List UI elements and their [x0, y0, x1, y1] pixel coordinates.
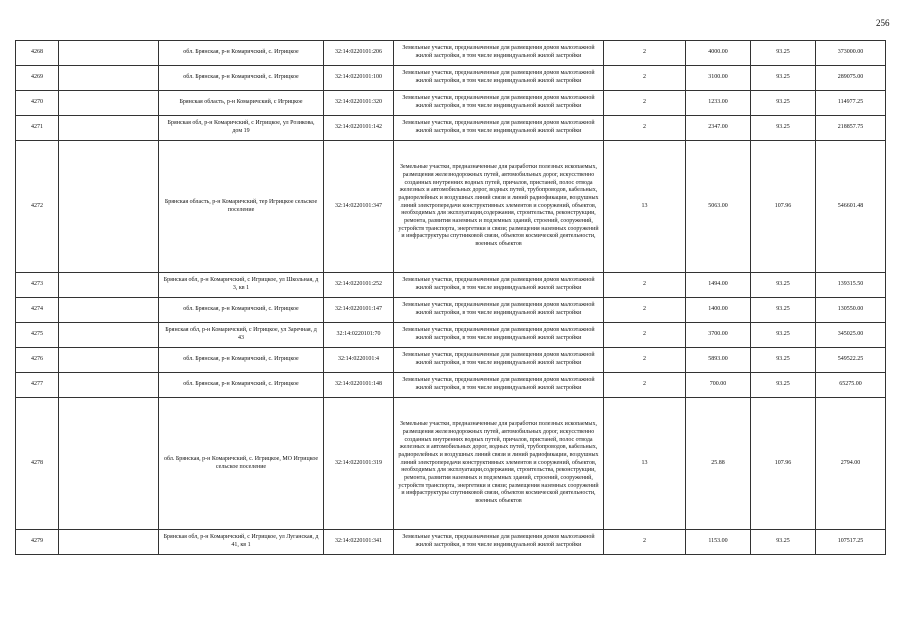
category-code-cell: 2	[604, 298, 686, 323]
rate-cell: 93.25	[751, 530, 816, 555]
area-cell: 4000.00	[686, 41, 751, 66]
land-plots-table	[15, 40, 886, 555]
category-code-cell: 2	[604, 273, 686, 298]
value-cell: 139315.50	[816, 273, 886, 298]
row-number-cell: 4270	[16, 91, 59, 116]
land-use-cell: Земельные участки, предназначенные для размещения домов малоэтажной жилой застройки, в том числе индивидуальной жилой застройки	[394, 298, 604, 323]
table-row	[16, 373, 886, 398]
rate-cell: 93.25	[751, 298, 816, 323]
blank-cell	[59, 273, 159, 298]
area-cell: 5063.00	[686, 141, 751, 273]
address-cell: Брянская обл, р-н Комаричский, с Игрицкое, ул Розикова, дом 19	[159, 116, 324, 141]
area-cell: 2347.00	[686, 116, 751, 141]
value-cell: 130550.00	[816, 298, 886, 323]
cadastral-number-cell: 32:14:0220101:320	[324, 91, 394, 116]
address-cell: Брянская обл, р-н Комаричский, с Игрицкое, ул Школьная, д 3, кв 1	[159, 273, 324, 298]
rate-cell: 93.25	[751, 323, 816, 348]
area-cell: 25.88	[686, 398, 751, 530]
area-cell: 1153.00	[686, 530, 751, 555]
row-number-cell: 4274	[16, 298, 59, 323]
category-code-cell: 2	[604, 116, 686, 141]
rate-cell: 93.25	[751, 91, 816, 116]
category-code-cell: 2	[604, 91, 686, 116]
row-number-cell: 4268	[16, 41, 59, 66]
land-use-cell: Земельные участки, предназначенные для разработки полезных ископаемых, размещения железнодорожных путей, автомобильных дорог, искусственно созданных внутренних водных путей, причалов, пристаней, полос отвода железных и автомобильных дорог, водных путей, трубопроводов, кабельных, радиорелейных и воздушных линий связи и линий радиофикации, воздушных линий электропередачи конструктивных элементов и сооружений, объектов, необходимых для эксплуатации,содержания, строительства, реконструкции, ремонта, развития наземных и подземных зданий, строений, сооружений, устройств транспорта, энергетики и связи; размещения наземных сооружений и инфраструктуры спутниковой связи, объектов космической деятельности, военных объектов	[394, 141, 604, 273]
cadastral-number-cell: 32:14:0220101:70	[324, 323, 394, 348]
address-cell: обл. Брянская, р-н Комаричский, с. Игрицкое	[159, 373, 324, 398]
category-code-cell: 2	[604, 66, 686, 91]
cadastral-number-cell: 32:14:0220101:319	[324, 398, 394, 530]
cadastral-number-cell: 32:14:0220101:147	[324, 298, 394, 323]
area-cell: 3100.00	[686, 66, 751, 91]
blank-cell	[59, 66, 159, 91]
category-code-cell: 2	[604, 323, 686, 348]
blank-cell	[59, 41, 159, 66]
value-cell: 2794.00	[816, 398, 886, 530]
category-code-cell: 2	[604, 373, 686, 398]
area-cell: 700.00	[686, 373, 751, 398]
rate-cell: 93.25	[751, 348, 816, 373]
area-cell: 1233.00	[686, 91, 751, 116]
cadastral-number-cell: 32:14:0220101:100	[324, 66, 394, 91]
blank-cell	[59, 348, 159, 373]
value-cell: 114977.25	[816, 91, 886, 116]
area-cell: 1400.00	[686, 298, 751, 323]
blank-cell	[59, 398, 159, 530]
land-use-cell: Земельные участки, предназначенные для размещения домов малоэтажной жилой застройки, в том числе индивидуальной жилой застройки	[394, 66, 604, 91]
address-cell: Брянская обл, р-н Комаричский, с Игрицкое, ул Заречная, д 43	[159, 323, 324, 348]
category-code-cell: 2	[604, 530, 686, 555]
category-code-cell: 2	[604, 348, 686, 373]
value-cell: 289075.00	[816, 66, 886, 91]
address-cell: Брянская область, р-н Комаричский, с Игрицкое	[159, 91, 324, 116]
value-cell: 65275.00	[816, 373, 886, 398]
row-number-cell: 4273	[16, 273, 59, 298]
rate-cell: 93.25	[751, 273, 816, 298]
table-row	[16, 91, 886, 116]
row-number-cell: 4279	[16, 530, 59, 555]
blank-cell	[59, 116, 159, 141]
rate-cell: 93.25	[751, 116, 816, 141]
value-cell: 107517.25	[816, 530, 886, 555]
cadastral-number-cell: 32:14:0220101:148	[324, 373, 394, 398]
cadastral-number-cell: 32:14:0220101:341	[324, 530, 394, 555]
address-cell: обл. Брянская, р-н Комаричский, с. Игрицкое	[159, 66, 324, 91]
table-row	[16, 398, 886, 530]
rate-cell: 93.25	[751, 66, 816, 91]
rate-cell: 107.96	[751, 398, 816, 530]
page-number: 256	[876, 18, 890, 28]
table-row	[16, 141, 886, 273]
blank-cell	[59, 298, 159, 323]
land-use-cell: Земельные участки, предназначенные для размещения домов малоэтажной жилой застройки, в том числе индивидуальной жилой застройки	[394, 348, 604, 373]
row-number-cell: 4277	[16, 373, 59, 398]
value-cell: 345025.00	[816, 323, 886, 348]
row-number-cell: 4272	[16, 141, 59, 273]
table-row	[16, 323, 886, 348]
land-use-cell: Земельные участки, предназначенные для размещения домов малоэтажной жилой застройки, в том числе индивидуальной жилой застройки	[394, 273, 604, 298]
address-cell: обл. Брянская, р-н Комаричский, с. Игрицкое	[159, 41, 324, 66]
category-code-cell: 13	[604, 141, 686, 273]
value-cell: 373000.00	[816, 41, 886, 66]
address-cell: обл. Брянская, р-н Комаричский, с. Игрицкое	[159, 298, 324, 323]
land-use-cell: Земельные участки, предназначенные для размещения домов малоэтажной жилой застройки, в том числе индивидуальной жилой застройки	[394, 373, 604, 398]
land-use-cell: Земельные участки, предназначенные для размещения домов малоэтажной жилой застройки, в том числе индивидуальной жилой застройки	[394, 116, 604, 141]
cadastral-number-cell: 32:14:0220101:252	[324, 273, 394, 298]
rate-cell: 93.25	[751, 373, 816, 398]
category-code-cell: 13	[604, 398, 686, 530]
blank-cell	[59, 323, 159, 348]
blank-cell	[59, 91, 159, 116]
value-cell: 549522.25	[816, 348, 886, 373]
row-number-cell: 4278	[16, 398, 59, 530]
cadastral-number-cell: 32:14:0220101:347	[324, 141, 394, 273]
land-use-cell: Земельные участки, предназначенные для размещения домов малоэтажной жилой застройки, в том числе индивидуальной жилой застройки	[394, 530, 604, 555]
cadastral-number-cell: 32:14:0220101:4	[324, 348, 394, 373]
land-use-cell: Земельные участки, предназначенные для размещения домов малоэтажной жилой застройки, в том числе индивидуальной жилой застройки	[394, 41, 604, 66]
address-cell: обл. Брянская, р-н Комаричский, с. Игрицкое	[159, 348, 324, 373]
land-use-cell: Земельные участки, предназначенные для разработки полезных ископаемых, размещения железнодорожных путей, автомобильных дорог, искусственно созданных внутренних водных путей, причалов, пристаней, полос отвода железных и автомобильных дорог, водных путей, трубопроводов, кабельных, радиорелейных и воздушных линий связи и линий радиофикации, воздушных линий электропередачи конструктивных элементов и сооружений, объектов, необходимых для эксплуатации,содержания, строительства, реконструкции, ремонта, развития наземных и подземных зданий, строений, сооружений, устройств транспорта, энергетики и связи; размещения наземных сооружений и инфраструктуры спутниковой связи, объектов космической деятельности, военных объектов	[394, 398, 604, 530]
rate-cell: 93.25	[751, 41, 816, 66]
row-number-cell: 4269	[16, 66, 59, 91]
row-number-cell: 4276	[16, 348, 59, 373]
cadastral-number-cell: 32:14:0220101:206	[324, 41, 394, 66]
table-row	[16, 116, 886, 141]
address-cell: обл. Брянская, р-н Комаричский, с. Игрицкое, МО Игрицкое сельское поселение	[159, 398, 324, 530]
row-number-cell: 4271	[16, 116, 59, 141]
blank-cell	[59, 141, 159, 273]
cadastral-number-cell: 32:14:0220101:142	[324, 116, 394, 141]
table-row	[16, 66, 886, 91]
blank-cell	[59, 373, 159, 398]
table-row	[16, 273, 886, 298]
table-row	[16, 41, 886, 66]
area-cell: 3700.00	[686, 323, 751, 348]
land-use-cell: Земельные участки, предназначенные для размещения домов малоэтажной жилой застройки, в том числе индивидуальной жилой застройки	[394, 91, 604, 116]
table-row	[16, 298, 886, 323]
table-row	[16, 348, 886, 373]
table-row	[16, 530, 886, 555]
land-use-cell: Земельные участки, предназначенные для размещения домов малоэтажной жилой застройки, в том числе индивидуальной жилой застройки	[394, 323, 604, 348]
rate-cell: 107.96	[751, 141, 816, 273]
address-cell: Брянская область, р-н Комаричский, тер Игрицкое сельское поселение	[159, 141, 324, 273]
address-cell: Брянская обл, р-н Комаричский, с Игрицкое, ул Луганская, д 41, кв 1	[159, 530, 324, 555]
blank-cell	[59, 530, 159, 555]
area-cell: 5893.00	[686, 348, 751, 373]
area-cell: 1494.00	[686, 273, 751, 298]
row-number-cell: 4275	[16, 323, 59, 348]
category-code-cell: 2	[604, 41, 686, 66]
value-cell: 546601.48	[816, 141, 886, 273]
value-cell: 218857.75	[816, 116, 886, 141]
